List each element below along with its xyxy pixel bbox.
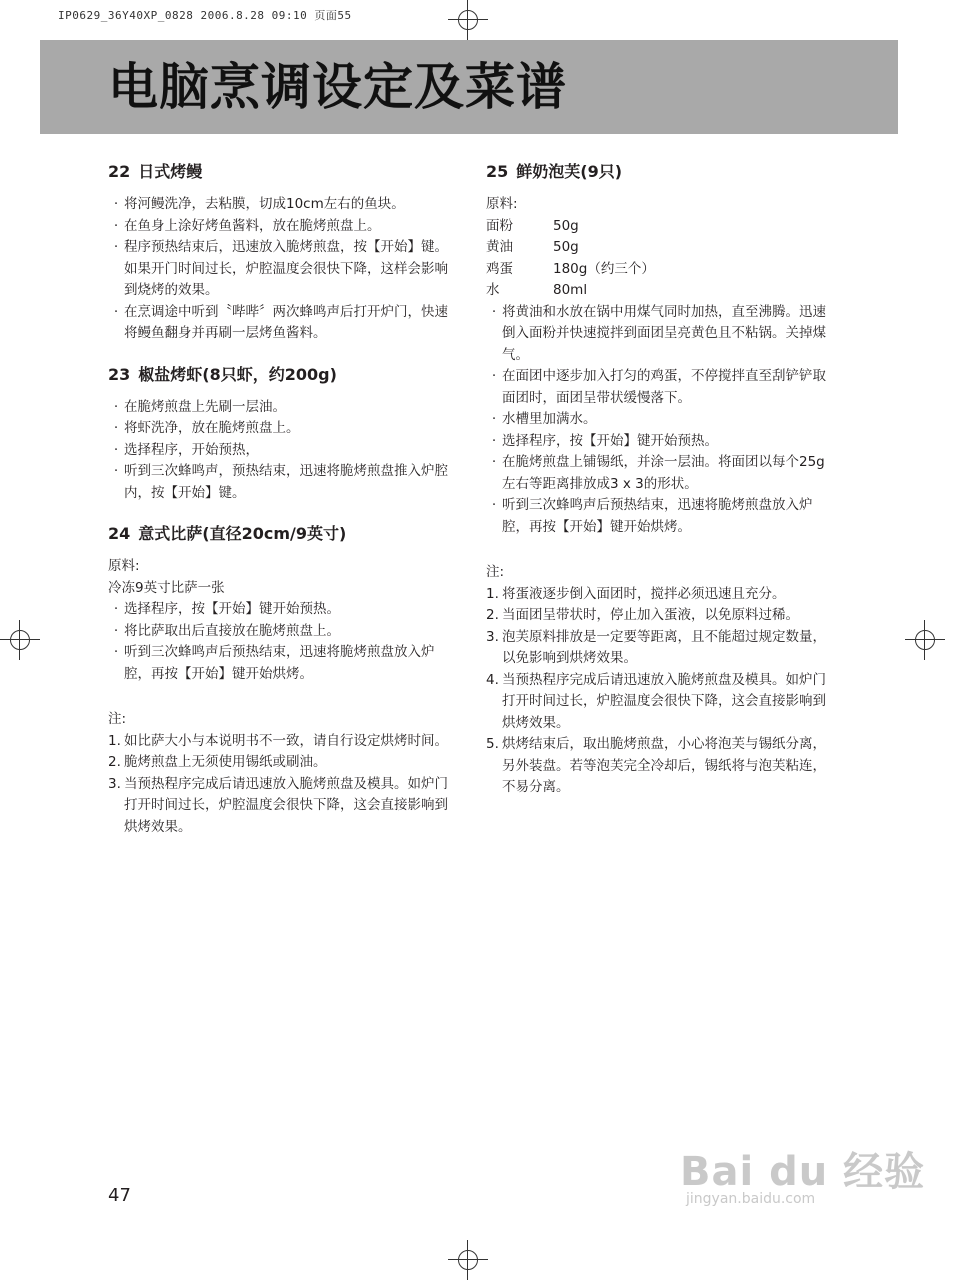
notes-label: 注: — [486, 564, 505, 580]
left-column — [108, 160, 458, 856]
note-text: 将蛋液逐步倒入面团时，搅拌必须迅速且充分。 — [502, 585, 786, 602]
recipe-heading — [108, 160, 458, 184]
ingredient-amount: 50g — [553, 239, 579, 255]
note-number: 1. — [486, 585, 499, 602]
step-item: · 在鱼身上涂好烤鱼酱料，放在脆烤煎盘上。 — [108, 216, 458, 238]
step-item: · 听到三次蜂鸣声后预热结束，迅速将脆烤煎盘放入炉腔，再按【开始】键开始烘烤。 — [108, 642, 458, 685]
recipe-title: 日式烤鳗 — [138, 162, 203, 181]
registration-mark-left-icon — [0, 620, 40, 660]
note-item — [108, 752, 458, 774]
ingredient-name: 黄油 — [486, 239, 513, 255]
step-item: · 在脆烤煎盘上先刷一层油。 — [108, 397, 458, 419]
ingredient-row — [486, 280, 836, 302]
recipe-title: 意式比萨(直径20cm/9英寸) — [138, 524, 347, 543]
step-item: · 程序预热结束后，迅速放入脆烤煎盘，按【开始】键。如果开门时间过长，炉腔温度会很快下降，这样会影响到烧烤的效果。 — [108, 237, 458, 302]
step-item: · 选择程序，按【开始】键开始预热。 — [108, 599, 458, 621]
recipe-number: 22 — [108, 162, 131, 181]
ingredient-row — [486, 216, 836, 238]
ingredient-amount: 80ml — [553, 282, 588, 298]
recipe-heading — [108, 363, 458, 387]
step-item: · 在脆烤煎盘上铺锡纸，并涂一层油。将面团以每个25g左右等距离排放成3 x 3的形状。 — [486, 452, 836, 495]
note-text: 当预热程序完成后请迅速放入脆烤煎盘及模具。如炉门打开时间过长，炉腔温度会很快下降，这会直接影响到烘烤效果。 — [124, 775, 448, 835]
note-text: 脆烤煎盘上无须使用锡纸或刷油。 — [124, 754, 327, 770]
recipe-number: 23 — [108, 364, 131, 384]
recipe-heading — [108, 522, 458, 546]
step-item: · 在烹调途中听到〝哔哔〞两次蜂鸣声后打开炉门，快速将鳗鱼翻身并再刷一层烤鱼酱料。 — [108, 302, 458, 345]
step-item: · 将比萨取出后直接放在脆烤煎盘上。 — [108, 621, 458, 643]
note-item — [108, 731, 458, 753]
note-item — [486, 627, 836, 670]
ingredient-amount: 180g（约三个） — [553, 260, 655, 277]
note-text: 如比萨大小与本说明书不一致，请自行设定烘烤时间。 — [124, 732, 448, 749]
ingredient-amount: 50g — [553, 217, 579, 234]
note-text: 泡芙原料排放是一定要等距离，且不能超过规定数量，以免影响到烘烤效果。 — [502, 628, 826, 666]
registration-mark-top-icon — [448, 0, 488, 40]
ingredient-line: 冷冻9英寸比萨一张 — [108, 579, 225, 596]
note-number: 3. — [486, 628, 499, 645]
note-text: 烘烤结束后，取出脆烤煎盘，小心将泡芙与锡纸分离，另外装盘。若等泡芙完全冷却后，锡纸将与泡芙粘连，不易分离。 — [502, 736, 826, 795]
note-number: 2. — [486, 607, 499, 623]
ingredient-name: 水 — [486, 282, 500, 298]
page-number: 47 — [108, 1185, 131, 1206]
print-header: IP0629_36Y40XP_0828 2006.8.28 09:10 页面55 — [58, 9, 352, 22]
note-item — [486, 584, 836, 606]
registration-mark-right-icon — [905, 620, 945, 660]
step-item: · 将虾洗净，放在脆烤煎盘上。 — [108, 418, 458, 440]
recipe-24 — [108, 522, 458, 838]
ingredient-name: 鸡蛋 — [486, 260, 513, 277]
recipe-title: 椒盐烤虾(8只虾，约200g) — [138, 364, 337, 384]
step-item: · 在面团中逐步加入打匀的鸡蛋，不停搅拌直至刮铲铲取面团时，面团呈带状缓慢落下。 — [486, 366, 836, 409]
note-number: 3. — [108, 775, 121, 792]
title-banner — [40, 40, 898, 134]
ingredients-label: 原料: — [486, 196, 518, 212]
step-item: · 选择程序，开始预热， — [108, 440, 458, 462]
step-item: · 将黄油和水放在锅中用煤气同时加热，直至沸腾。迅速倒入面粉并快速搅拌到面团呈亮黄色且不粘锅。关掉煤气。 — [486, 302, 836, 367]
recipe-22 — [108, 160, 458, 345]
note-text: 当预热程序完成后请迅速放入脆烤煎盘及模具。如炉门打开时间过长，炉腔温度会很快下降，这会直接影响到烘烤效果。 — [502, 671, 826, 731]
recipe-title: 鲜奶泡芙(9只) — [516, 162, 623, 181]
recipe-heading — [486, 160, 836, 184]
notes-label: 注: — [108, 711, 127, 727]
step-item: · 选择程序，按【开始】键开始预热。 — [486, 431, 836, 453]
note-item — [486, 670, 836, 735]
note-item — [486, 734, 836, 799]
ingredient-name: 面粉 — [486, 217, 513, 234]
baidu-watermark — [680, 1140, 925, 1207]
step-item: · 水槽里加满水。 — [486, 409, 836, 431]
note-number: 5. — [486, 736, 499, 752]
ingredient-row — [486, 237, 836, 259]
note-text: 当面团呈带状时，停止加入蛋液，以免原料过稀。 — [502, 607, 799, 623]
ingredient-row — [486, 259, 836, 281]
page-title: 电脑烹调设定及菜谱 — [108, 58, 567, 116]
recipe-23 — [108, 363, 458, 505]
note-number: 4. — [486, 671, 499, 688]
watermark-logo: Bai du 经验 — [680, 1149, 926, 1195]
registration-mark-bottom-icon — [448, 1240, 488, 1280]
step-item: · 将河鳗洗净，去粘膜，切成10cm左右的鱼块。 — [108, 194, 458, 216]
note-number: 2. — [108, 754, 121, 770]
right-column — [486, 160, 836, 817]
step-item: · 听到三次蜂鸣声，预热结束，迅速将脆烤煎盘推入炉腔内，按【开始】键。 — [108, 461, 458, 504]
recipe-number: 25 — [486, 162, 509, 181]
note-item — [108, 774, 458, 839]
recipe-number: 24 — [108, 524, 131, 543]
ingredients-label: 原料: — [108, 558, 140, 574]
watermark-url: jingyan.baidu.com — [686, 1191, 816, 1207]
note-item — [486, 605, 836, 627]
step-item: · 听到三次蜂鸣声后预热结束，迅速将脆烤煎盘放入炉腔，再按【开始】键开始烘烤。 — [486, 495, 836, 538]
recipe-25 — [486, 160, 836, 799]
note-number: 1. — [108, 732, 121, 749]
